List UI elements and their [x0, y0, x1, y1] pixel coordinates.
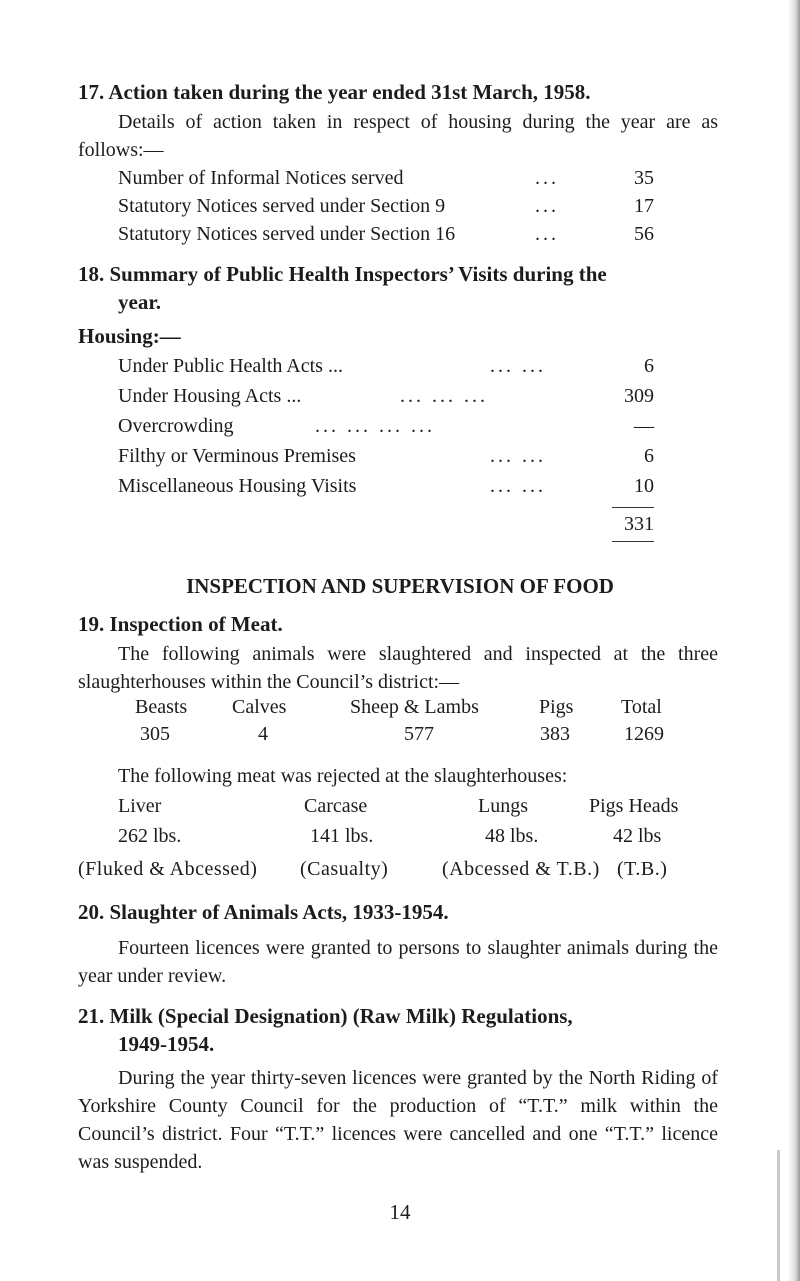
- section-20-text: Fourteen licences were granted to persons to slaughter animals during the year under review.: [78, 937, 718, 987]
- section-21-text: During the year thirty-seven licences were granted by the North Riding of Yorkshire County Council for the production of “T.T.” milk within the Council’s district. Four “T.T.” licences were cancelled and one “T.T.” licence was suspended.: [78, 1067, 718, 1173]
- rejected-note: (T.B.): [617, 858, 668, 880]
- section-18-heading-cont: year.: [118, 290, 161, 314]
- section-20-heading: 20. Slaughter of Animals Acts, 1933-1954.: [78, 900, 449, 924]
- animal-value: 1269: [624, 723, 664, 745]
- rejected-value: 141 lbs.: [310, 825, 374, 847]
- section-17-intro: Details of action taken in respect of housing during the year are as follows:—: [78, 111, 718, 161]
- s18-row-dots: ... ...: [490, 445, 546, 467]
- page-number: 14: [389, 1200, 411, 1224]
- s17-row-value: 35: [634, 167, 654, 189]
- total-rule-bottom: [612, 541, 654, 542]
- animal-header: Sheep & Lambs: [350, 696, 479, 718]
- animal-header: Beasts: [135, 696, 188, 718]
- s17-row-value: 17: [634, 195, 654, 217]
- s18-row-dots: ... ... ...: [400, 385, 488, 407]
- s18-row-label: Miscellaneous Housing Visits: [118, 475, 357, 497]
- s18-row-label: Under Housing Acts ...: [118, 385, 302, 407]
- rejected-value: 42 lbs: [613, 825, 662, 847]
- animal-header: Total: [621, 696, 662, 718]
- rejected-value: 48 lbs.: [485, 825, 539, 847]
- s17-row-label: Number of Informal Notices served: [118, 167, 404, 189]
- s18-row-value: 10: [634, 475, 654, 497]
- rejected-header: Pigs Heads: [589, 795, 679, 817]
- s17-row-label: Statutory Notices served under Section 9: [118, 195, 446, 217]
- s18-row-dots: ... ... ... ...: [315, 415, 435, 437]
- animal-header: Pigs: [539, 696, 574, 718]
- section-19-heading: 19. Inspection of Meat.: [78, 612, 283, 636]
- animal-value: 4: [258, 723, 268, 745]
- s18-row-value: 6: [644, 445, 654, 467]
- s18-row-dots: ... ...: [490, 355, 546, 377]
- food-section-title: INSPECTION AND SUPERVISION OF FOOD: [186, 574, 614, 598]
- animal-header: Calves: [232, 696, 287, 718]
- s18-row-label: Filthy or Verminous Premises: [118, 445, 356, 467]
- s17-row-label: Statutory Notices served under Section 16: [118, 223, 456, 245]
- animal-value: 577: [404, 723, 434, 745]
- s17-row-dots: ...: [535, 223, 559, 245]
- rejected-header: Carcase: [304, 795, 368, 817]
- total-rule-top: [612, 507, 654, 508]
- rejected-intro: The following meat was rejected at the slaughterhouses:: [118, 765, 568, 787]
- animal-value: 305: [140, 723, 170, 745]
- animal-value: 383: [540, 723, 570, 745]
- housing-subheading: Housing:—: [78, 324, 181, 348]
- section-21-heading-cont: 1949-1954.: [118, 1032, 215, 1056]
- rejected-note: (Fluked & Abcessed): [78, 858, 258, 880]
- s17-row-dots: ...: [535, 167, 559, 189]
- s17-row-value: 56: [634, 223, 654, 245]
- s18-row-value: 6: [644, 355, 654, 377]
- page-edge-shadow: [788, 0, 800, 1281]
- s17-row-dots: ...: [535, 195, 559, 217]
- rejected-header: Lungs: [478, 795, 528, 817]
- rejected-value: 262 lbs.: [118, 825, 182, 847]
- section-17-heading: 17. Action taken during the year ended 31st March, 1958.: [78, 80, 591, 104]
- section-21-heading: 21. Milk (Special Designation) (Raw Milk) Regulations,: [78, 1004, 573, 1028]
- s18-row-label: Overcrowding: [118, 415, 234, 437]
- s18-total: 331: [624, 513, 654, 535]
- rejected-note: (Abcessed & T.B.): [442, 858, 600, 880]
- s18-row-value: —: [634, 415, 654, 437]
- s18-row-label: Under Public Health Acts ...: [118, 355, 343, 377]
- section-19-intro: The following animals were slaughtered and inspected at the three slaughterhouses within the Council’s district:—: [78, 643, 718, 693]
- rejected-note: (Casualty): [300, 858, 389, 880]
- s18-row-dots: ... ...: [490, 475, 546, 497]
- rejected-header: Liver: [118, 795, 162, 817]
- s18-row-value: 309: [624, 385, 654, 407]
- section-18-heading: 18. Summary of Public Health Inspectors’ Visits during the: [78, 262, 607, 286]
